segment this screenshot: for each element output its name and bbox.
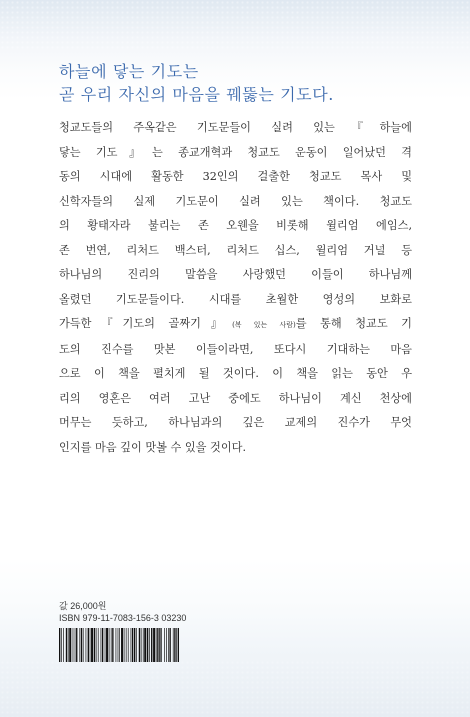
publisher-note: (복 있는 사람) (232, 321, 296, 329)
barcode-bar (124, 628, 125, 662)
barcode-bar (173, 628, 174, 662)
barcode-bar (98, 628, 99, 662)
barcode-bar (132, 628, 133, 662)
isbn-label: ISBN 979-11-7083-156-3 03230 (59, 613, 187, 623)
description-line-10: 도의 진수를 맛본 이들이라면, 또다시 기대하는 마음 (59, 342, 412, 356)
barcode-bar (109, 628, 110, 662)
barcode-bar (119, 628, 120, 662)
barcode-bar (79, 628, 80, 662)
price-label: 값 26,000원 (59, 601, 107, 611)
barcode-bar (94, 628, 95, 662)
barcode-bar (151, 628, 152, 662)
barcode-bar (90, 628, 91, 662)
barcode-bar (157, 628, 158, 662)
barcode-bar (96, 628, 97, 662)
barcode-bar (159, 628, 160, 662)
description-line-11: 으로 이 책을 펼치게 될 것이다. 이 책을 읽는 동안 우 (59, 367, 412, 380)
barcode-bar (102, 628, 103, 662)
barcode-bar (73, 628, 74, 662)
description-line-2: 닿는 기도』는 종교개혁과 청교도 운동이 일어났던 격 (59, 145, 412, 159)
barcode-bar (141, 628, 142, 662)
barcode-bar (169, 628, 170, 662)
barcode-bar (86, 628, 87, 662)
barcode-bar (128, 628, 129, 662)
barcode-bar (88, 628, 89, 662)
barcode-bar (118, 628, 119, 662)
description-line-14: 인지를 마음 깊이 맛볼 수 있을 것이다. (59, 440, 247, 454)
line-9-start: 가득한『기도의 골짜기』 (59, 317, 233, 330)
isbn-barcode (59, 628, 179, 662)
headline (59, 60, 439, 106)
book-description (59, 116, 412, 460)
barcode-bar (164, 628, 165, 662)
barcode-bar (105, 628, 106, 662)
barcode-bar (68, 628, 69, 662)
barcode-bar (134, 628, 135, 662)
barcode-bar (59, 628, 60, 662)
barcode-bar (147, 628, 148, 662)
barcode-bar (61, 628, 62, 662)
top-texture (0, 0, 470, 50)
barcode-bar (91, 628, 93, 662)
barcode-bar (149, 628, 150, 662)
barcode-bar (106, 628, 108, 662)
description-line-8: 올렸던 기도문들이다. 시대를 초월한 영성의 보화로 (59, 292, 412, 306)
price-block (59, 600, 186, 624)
description-line-4: 신학자들의 실제 기도문이 실려 있는 책이다. 청교도 (59, 194, 412, 208)
barcode-bar (178, 628, 179, 662)
barcode-bar (126, 628, 127, 662)
barcode-bar (176, 628, 177, 662)
headline-line-1: 하늘에 닿는 기도는 (59, 62, 199, 81)
bottom-texture (0, 660, 470, 717)
barcode-bar (76, 628, 77, 662)
barcode-bar (121, 628, 123, 662)
description-line-13: 머무는 듯하고, 하나님과의 깊은 교제의 진수가 무엇 (59, 416, 412, 429)
barcode-bar (168, 628, 169, 662)
barcode-bar (111, 628, 112, 662)
barcode-bar (131, 628, 132, 662)
description-line-6: 존 번연, 리처드 백스터, 리처드 십스, 윌리엄 거널 등 (59, 243, 412, 257)
barcode-bar (143, 628, 144, 662)
barcode-bar (139, 628, 140, 662)
description-line-7: 하나님의 진리의 말씀을 사랑했던 이들이 하나님께 (59, 268, 412, 281)
barcode-bar (81, 628, 82, 662)
barcode-bar (174, 628, 175, 662)
description-line-3: 동의 시대에 활동한 32인의 걸출한 청교도 목사 및 (59, 170, 412, 183)
headline-line-2: 곧 우리 자신의 마음을 꿰뚫는 기도다. (59, 85, 334, 104)
barcode-bar (136, 628, 137, 662)
barcode-bar (112, 628, 113, 662)
barcode-bar (144, 628, 146, 662)
barcode-bar (69, 628, 71, 662)
description-line-9 (59, 312, 412, 338)
barcode-bar (166, 628, 167, 662)
barcode-bar (83, 628, 84, 662)
barcode-bar (75, 628, 76, 662)
barcode-bar (161, 628, 162, 662)
barcode-bar (63, 628, 64, 662)
barcode-bar (116, 628, 117, 662)
barcode-bar (101, 628, 102, 662)
description-line-12: 리의 영혼은 여러 고난 중에도 하나님이 계신 천상에 (59, 391, 412, 405)
description-line-1: 청교도들의 주옥같은 기도문들이 실려 있는『하늘에 (59, 121, 412, 134)
barcode-bar (156, 628, 157, 662)
description-line-5: 의 황태자라 불리는 존 오웬을 비롯해 윌리엄 에임스, (59, 219, 412, 232)
barcode-bar (66, 628, 67, 662)
barcode-bar (153, 628, 155, 662)
line-9-end: 를 통해 청교도 기 (295, 317, 412, 330)
